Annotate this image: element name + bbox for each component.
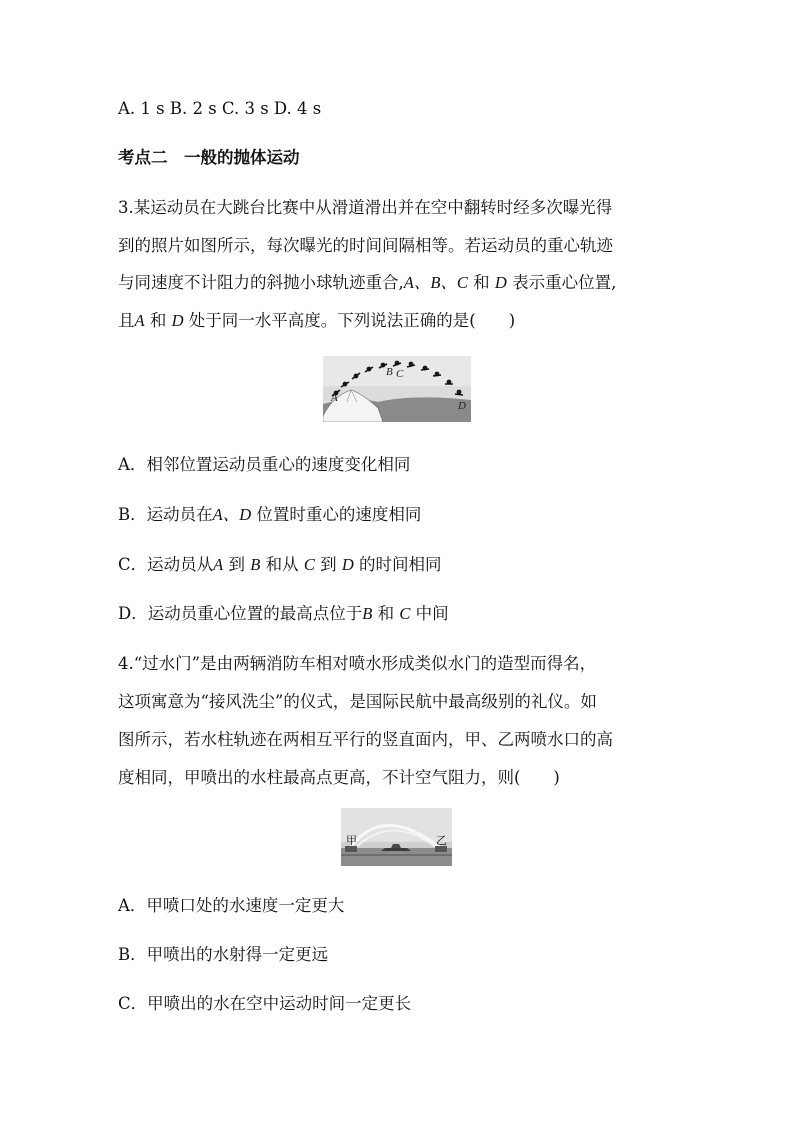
q4-option-b: B．甲喷出的水射得一定更远 xyxy=(118,945,329,964)
q3-option-d xyxy=(118,604,449,624)
letter-a: A xyxy=(213,555,224,574)
q3-line-3-post: 表示重心位置, xyxy=(512,273,617,292)
letter-a: A xyxy=(134,311,145,330)
q3-option-c-mid3: 到 xyxy=(320,555,337,574)
letters-ad: A、D xyxy=(212,505,252,524)
q3-line-4-mid: 和 xyxy=(149,311,167,330)
q3-option-c-pre: C．运动员从 xyxy=(118,555,214,574)
photo-label-jia: 甲 xyxy=(346,834,357,847)
q3-option-b-post: 位置时重心的速度相同 xyxy=(256,505,422,524)
q4-option-c: C．甲喷出的水在空中运动时间一定更长 xyxy=(118,994,412,1013)
q3-line-3-pre: 与同速度不计阻力的斜抛小球轨迹重合, xyxy=(118,273,404,292)
q3-option-b xyxy=(118,505,421,525)
letter-c: C xyxy=(399,604,411,623)
photo-label-a: A xyxy=(331,392,338,404)
q4-line-3: 图所示，若水柱轨迹在两相互平行的竖直面内，甲、乙两喷水口的高 xyxy=(118,730,613,749)
q3-line-4-post: 处于同一水平高度。下列说法正确的是( ) xyxy=(188,311,516,330)
photo-label-yi: 乙 xyxy=(436,834,447,847)
letter-b: B xyxy=(362,604,373,623)
photo-label-c: C xyxy=(396,368,404,380)
letters-abc: A、B、C xyxy=(403,273,468,292)
photo-label-b: B xyxy=(386,366,393,378)
q4-line-2: 这项寓意为“接风洗尘”的仪式，是国际民航中最高级别的礼仪。如 xyxy=(118,692,597,711)
q3-line-3: 与同速度不计阻力的斜抛小球轨迹重合,A、B、C 和 D 表示重心位置, xyxy=(118,273,617,292)
q3-line-4 xyxy=(118,311,515,331)
q3-option-c xyxy=(118,555,442,575)
q3-option-d-post: 中间 xyxy=(415,604,449,623)
water-gate-photo xyxy=(341,808,452,866)
q3-line-1: 3.某运动员在大跳台比赛中从滑道滑出并在空中翻转时经多次曝光得 xyxy=(118,198,613,217)
ski-jump-illustration xyxy=(323,356,471,422)
q3-option-a: A．相邻位置运动员重心的速度变化相同 xyxy=(118,455,411,474)
q3-option-c-mid2: 和从 xyxy=(265,555,299,574)
letter-d: D xyxy=(341,555,354,574)
q3-option-c-mid1: 到 xyxy=(228,555,245,574)
letter-c: C xyxy=(303,555,315,574)
section-heading: 考点二 一般的抛体运动 xyxy=(118,148,300,167)
q3-line-4-pre: 且 xyxy=(118,311,135,330)
q3-option-b-pre: B．运动员在 xyxy=(118,505,213,524)
q3-line-2: 到的照片如图所示，每次曝光的时间间隔相等。若运动员的重心轨迹 xyxy=(118,236,613,255)
q3-option-d-mid: 和 xyxy=(377,604,395,623)
q3-option-d-pre: D．运动员重心位置的最高点位于 xyxy=(118,604,363,623)
photo-label-d: D xyxy=(458,400,466,412)
ski-jump-photo xyxy=(323,356,471,422)
letter-d: D xyxy=(171,311,184,330)
letter-d: D xyxy=(494,273,507,292)
q4-option-a: A．甲喷口处的水速度一定更大 xyxy=(118,896,345,915)
letter-b: B xyxy=(250,555,261,574)
q3-option-c-post: 的时间相同 xyxy=(359,555,442,574)
q4-line-1: 4.“过水门”是由两辆消防车相对喷水形成类似水门的造型而得名， xyxy=(118,654,597,673)
q4-line-4: 度相同，甲喷出的水柱最高点更高，不计空气阻力，则( ) xyxy=(118,768,560,787)
q2-options: A. 1 s B. 2 s C. 3 s D. 4 s xyxy=(118,99,322,118)
